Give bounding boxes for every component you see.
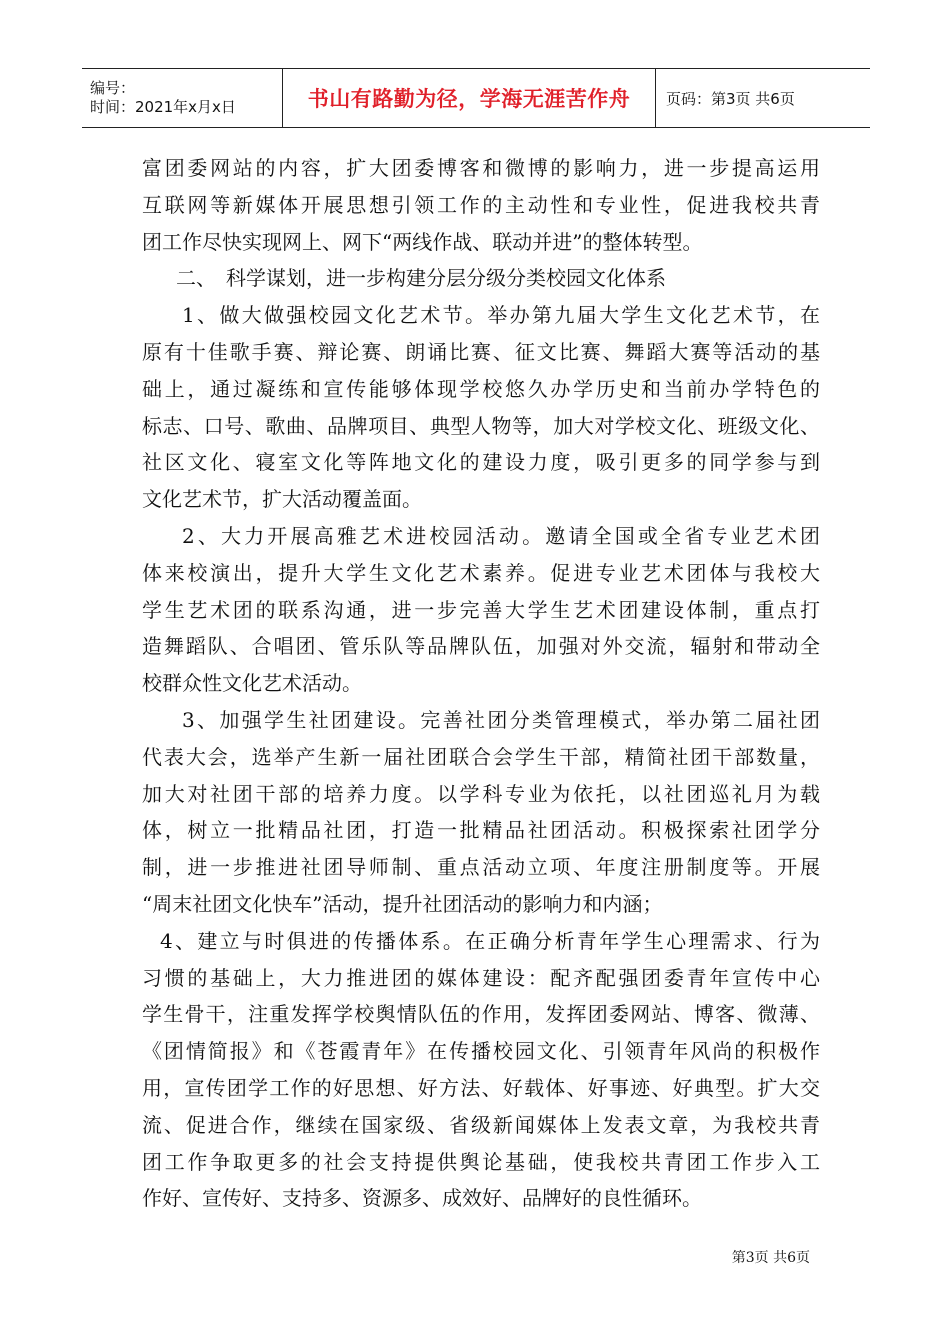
text-line: “周末社团文化快车”活动，提升社团活动的影响力和内涵； bbox=[142, 891, 663, 916]
text-line: 《团情简报》和《苍霞青年》在传播校园文化、引领青年风尚的积极作 bbox=[142, 1039, 820, 1064]
text-line: 用，宣传团学工作的好思想、好方法、好载体、好事迹、好典型。扩大交 bbox=[142, 1075, 820, 1100]
paragraph-start: 1、做大做强校园文化艺术节。举办第九届大学生文化艺术节，在 bbox=[182, 303, 820, 328]
text-line: 体来校演出，提升大学生文化艺术素养。促进专业艺术团体与我校大 bbox=[142, 560, 820, 585]
text-line: 互联网等新媒体开展思想引领工作的主动性和专业性，促进我校共青 bbox=[142, 192, 820, 217]
text-line: 文化艺术节，扩大活动覆盖面。 bbox=[142, 487, 422, 512]
text-line: 团工作争取更多的社会支持提供舆论基础，使我校共青团工作步入工 bbox=[142, 1149, 820, 1174]
header-number: 编号： bbox=[90, 79, 136, 97]
paragraph-start: 3、加强学生社团建设。完善社团分类管理模式，举办第二届社团 bbox=[182, 707, 820, 732]
document-body bbox=[142, 150, 820, 1217]
text-line: 础上，通过凝练和宣传能够体现学校悠久办学历史和当前办学特色的 bbox=[142, 376, 820, 401]
header-time: 时间：2021年x月x日 bbox=[90, 98, 236, 116]
text-line: 富团委网站的内容，扩大团委博客和微博的影响力，进一步提高运用 bbox=[142, 156, 820, 180]
text-line: 流、促进合作，继续在国家级、省级新闻媒体上发表文章，为我校共青 bbox=[142, 1112, 820, 1137]
text-line: 体，树立一批精品社团，打造一批精品社团活动。积极探索社团学分 bbox=[142, 818, 820, 843]
header-page-number: 页码：第3页 共6页 bbox=[666, 89, 795, 108]
page-header bbox=[82, 68, 870, 128]
text-line: 加大对社团干部的培养力度。以学科专业为依托，以社团巡礼月为载 bbox=[142, 781, 820, 806]
text-line: 社区文化、寝室文化等阵地文化的建设力度，吸引更多的同学参与到 bbox=[142, 450, 820, 475]
paragraph-start: 4、建立与时俱进的传播体系。在正确分析青年学生心理需求、行为 bbox=[160, 928, 820, 953]
page-footer-number: 第3页 共6页 bbox=[731, 1250, 810, 1266]
text-line: 学生艺术团的联系沟通，进一步完善大学生艺术团建设体制，重点打 bbox=[142, 597, 820, 622]
text-line: 制，进一步推进社团导师制、重点活动立项、年度注册制度等。开展 bbox=[142, 855, 820, 880]
text-line: 校群众性文化艺术活动。 bbox=[142, 671, 362, 696]
text-line: 习惯的基础上，大力推进团的媒体建设：配齐配强团委青年宣传中心 bbox=[142, 965, 820, 990]
text-line: 作好、宣传好、支持多、资源多、成效好、品牌好的良性循环。 bbox=[142, 1186, 702, 1211]
header-meta bbox=[82, 69, 282, 127]
section-heading: 二、 科学谋划，进一步构建分层分级分类校园文化体系 bbox=[176, 266, 666, 291]
paragraph-start: 2、大力开展高雅艺术进校园活动。邀请全国或全省专业艺术团 bbox=[182, 523, 820, 548]
text-line: 学生骨干，注重发挥学校舆情队伍的作用，发挥团委网站、博客、微薄、 bbox=[142, 1002, 820, 1027]
header-motto: 书山有路勤为径，学海无涯苦作舟 bbox=[282, 69, 656, 127]
text-line: 团工作尽快实现网上、网下“两线作战、联动并进”的整体转型。 bbox=[142, 229, 703, 254]
text-line: 代表大会，选举产生新一届社团联合会学生干部，精简社团干部数量， bbox=[142, 744, 820, 769]
text-line: 原有十佳歌手赛、辩论赛、朗诵比赛、征文比赛、舞蹈大赛等活动的基 bbox=[142, 339, 820, 364]
text-line: 标志、口号、歌曲、品牌项目、典型人物等，加大对学校文化、班级文化、 bbox=[142, 413, 820, 438]
text-line: 造舞蹈队、合唱团、管乐队等品牌队伍，加强对外交流，辐射和带动全 bbox=[142, 634, 820, 659]
